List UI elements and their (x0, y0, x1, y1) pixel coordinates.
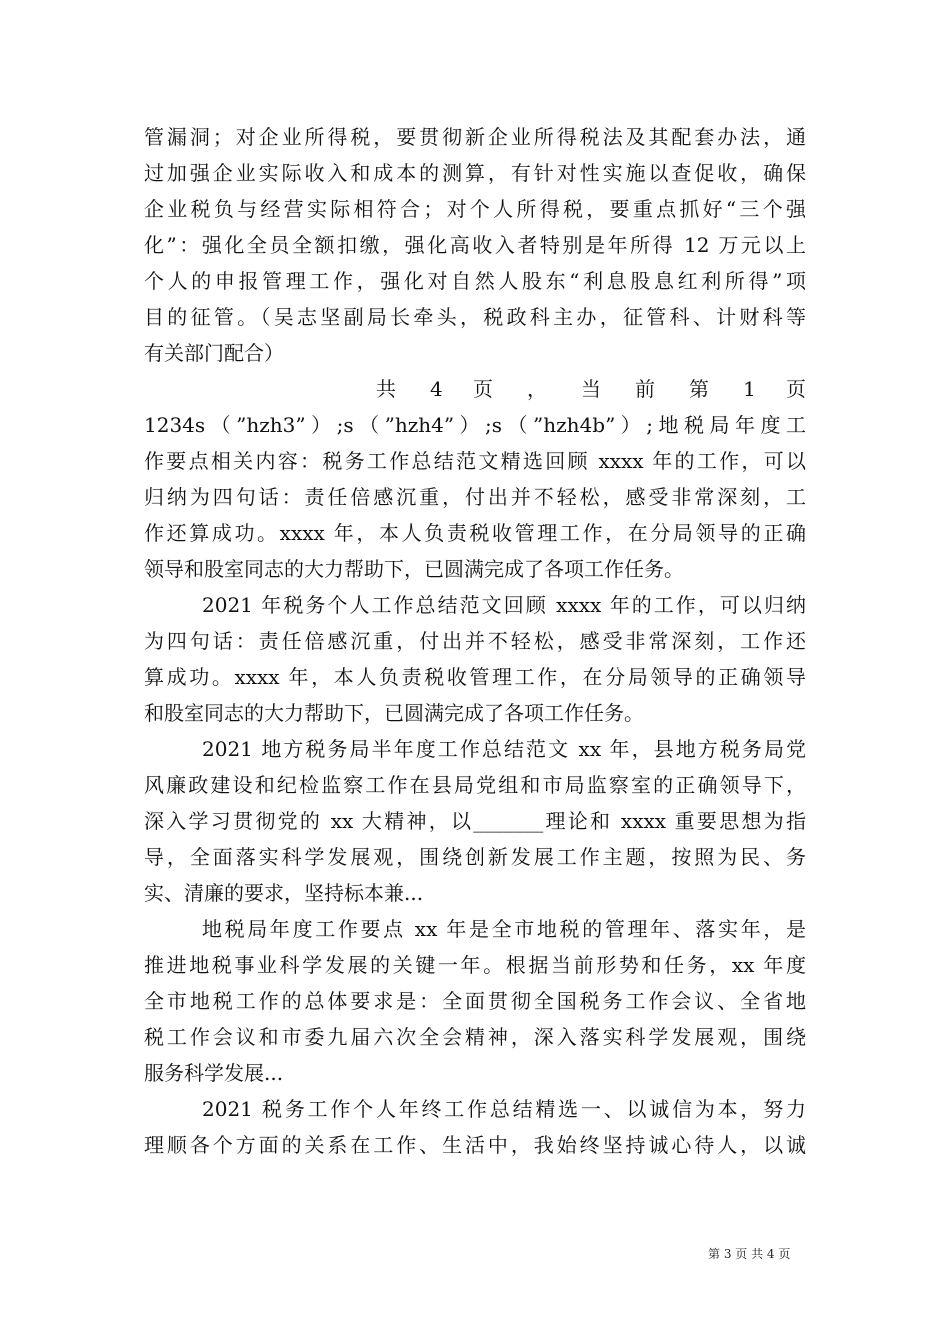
text-line: 过加强企业实际收入和成本的测算，有针对性实施以查促收，确保 (144, 161, 806, 185)
text-line: 归纳为四句话：责任倍感沉重，付出并不轻松，感受非常深刻，工 (144, 485, 806, 509)
text-line: 推进地税事业科学发展的关键一年。根据当前形势和任务，xx 年度 (144, 953, 806, 977)
text-line: 化”：强化全员全额扣缴，强化高收入者特别是年所得 12 万元以上 (144, 233, 806, 257)
paragraph-start-line: 2021 年税务个人工作总结范文回顾 xxxx 年的工作，可以归纳 (202, 593, 806, 617)
text-line: 实、清廉的要求，坚持标本兼... (144, 881, 424, 905)
text-line: 领导和股室同志的大力帮助下，已圆满完成了各项工作任务。 (144, 557, 684, 581)
text-line: 作要点相关内容：税务工作总结范文精选回顾 xxxx 年的工作，可以 (144, 449, 806, 473)
paragraph-start-line: 2021 地方税务局半年度工作总结范文 xx 年，县地方税务局党 (202, 737, 806, 761)
page-indicator-line: 共 4 页 ， 当 前 第 1 页 (376, 377, 806, 401)
page-footer: 第 3 页 共 4 页 (708, 1247, 791, 1261)
text-line: 为四句话：责任倍感沉重，付出并不轻松，感受非常深刻，工作还 (144, 629, 806, 653)
text-line: 个人的申报管理工作，强化对自然人股东“利息股息红利所得”项 (144, 269, 806, 293)
document-body (144, 119, 806, 1163)
paragraph-start-line: 地税局年度工作要点 xx 年是全市地税的管理年、落实年，是 (202, 917, 806, 941)
text-line: 目的征管。（吴志坚副局长牵头，税政科主办，征管科、计财科等 (144, 305, 806, 329)
text-line: 理顺各个方面的关系在工作、生活中，我始终坚持诚心待人，以诚 (144, 1133, 806, 1157)
text-line: 企业税负与经营实际相符合；对个人所得税，要重点抓好“三个强 (144, 197, 806, 221)
text-line: 服务科学发展... (144, 1061, 284, 1085)
text-line: 深入学习贯彻党的 xx 大精神，以_______理论和 xxxx 重要思想为指 (144, 809, 806, 833)
paragraph-start-line: 2021 税务工作个人年终工作总结精选一、以诚信为本，努力 (202, 1097, 806, 1121)
text-line: 1234s（”hzh3”）;s（”hzh4”）;s（”hzh4b”）;地税局年度工 (144, 413, 806, 437)
text-line: 税工作会议和市委九届六次全会精神，深入落实科学发展观，围绕 (144, 1025, 806, 1049)
text-line: 和股室同志的大力帮助下，已圆满完成了各项工作任务。 (144, 701, 644, 725)
text-line: 有关部门配合） (144, 341, 284, 365)
text-line: 全市地税工作的总体要求是：全面贯彻全国税务工作会议、全省地 (144, 989, 806, 1013)
text-line: 算成功。xxxx 年，本人负责税收管理工作，在分局领导的正确领导 (144, 665, 806, 689)
text-line: 风廉政建设和纪检监察工作在县局党组和市局监察室的正确领导下， (144, 773, 806, 797)
text-line: 作还算成功。xxxx 年，本人负责税收管理工作，在分局领导的正确 (144, 521, 806, 545)
text-line: 导，全面落实科学发展观，围绕创新发展工作主题，按照为民、务 (144, 845, 806, 869)
text-line: 管漏洞；对企业所得税，要贯彻新企业所得税法及其配套办法，通 (144, 125, 806, 149)
